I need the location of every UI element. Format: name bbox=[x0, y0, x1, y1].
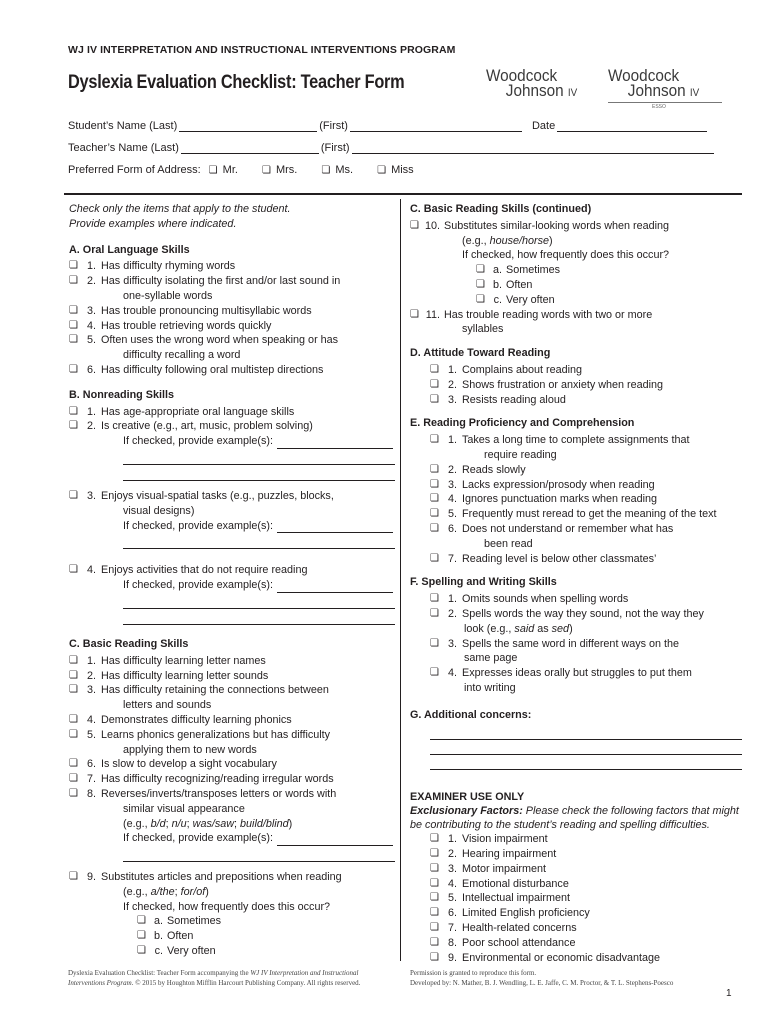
e-item-3: ❏ 3. Lacks expression/prosody when reading bbox=[430, 478, 655, 491]
woodcock-johnson-logo bbox=[486, 68, 587, 101]
section-a-title: A. Oral Language Skills bbox=[69, 243, 190, 256]
intro-line1: Check only the items that apply to the student. bbox=[69, 203, 291, 215]
checkbox[interactable]: ❏ bbox=[430, 667, 439, 679]
c10-freq-item-3: ❏ c. Very often bbox=[476, 293, 555, 306]
c-item-9: ❏ 9. Substitutes articles and prepositions when reading bbox=[69, 871, 342, 884]
section-e-title: E. Reading Proficiency and Comprehension bbox=[410, 417, 635, 430]
checkbox[interactable]: ❏ bbox=[430, 862, 439, 874]
examiner-item-4: ❏ 4. Emotional disturbance bbox=[430, 877, 569, 890]
b-item-2: ❏ 2. Is creative (e.g., art, music, problem solving) bbox=[69, 420, 313, 433]
example-field[interactable] bbox=[123, 593, 395, 609]
intro-line2: Provide examples where indicated. bbox=[69, 217, 237, 230]
a-item-5: ❏ 5. Often uses the wrong word when speaking or has bbox=[69, 334, 339, 347]
checkbox[interactable]: ❏ bbox=[430, 363, 439, 375]
examiner-instructions: Exclusionary Factors: Please check the following factors that might be contributing to the student’s reading and spelling difficulties. bbox=[410, 805, 739, 832]
section-d-title: D. Attitude Toward Reading bbox=[410, 347, 551, 360]
checkbox[interactable]: ❏ bbox=[69, 684, 78, 696]
examiner-item-5: ❏ 5. Intellectual impairment bbox=[430, 892, 571, 905]
f-item-2-examples: look (e.g., said as sed) bbox=[464, 622, 573, 635]
example-field[interactable] bbox=[277, 835, 393, 846]
logo-iv: IV bbox=[567, 87, 578, 99]
checkbox[interactable]: ❏ bbox=[476, 278, 485, 290]
c-item-1: ❏ 1. Has difficulty learning letter names bbox=[69, 654, 266, 667]
c-item-7: ❏ 7. Has difficulty recognizing/reading irregular words bbox=[69, 773, 334, 786]
concerns-field[interactable] bbox=[430, 740, 742, 755]
a-item-6: ❏ 6. Has difficulty following oral multistep directions bbox=[69, 363, 324, 376]
checkbox[interactable]: ❏ bbox=[430, 434, 439, 446]
example-row: If checked, provide example(s): bbox=[69, 578, 395, 593]
woodcock-johnson-espanol-logo bbox=[608, 68, 709, 101]
example-field[interactable] bbox=[277, 438, 393, 449]
c9-freq-item-2: ❏ b. Often bbox=[137, 930, 194, 943]
d-item-3: ❏ 3. Resists reading aloud bbox=[430, 393, 566, 406]
checkbox[interactable]: ❏ bbox=[69, 319, 78, 331]
examiner-item-8: ❏ 8. Poor school attendance bbox=[430, 936, 576, 949]
section-c-cont-title: C. Basic Reading Skills (continued) bbox=[410, 203, 592, 215]
option-miss: Miss bbox=[391, 164, 414, 176]
program-name: WJ IV INTERPRETATION AND INSTRUCTIONAL INTERVENTIONS PROGRAM bbox=[68, 44, 456, 56]
option-mrs: Mrs. bbox=[275, 164, 298, 176]
student-first-label: (First) bbox=[319, 120, 348, 132]
checkbox[interactable]: ❏ bbox=[430, 493, 439, 505]
c9-freq-item-3: ❏ c. Very often bbox=[137, 945, 216, 958]
checkbox[interactable]: ❏ bbox=[430, 478, 439, 490]
e-item-4: ❏ 4. Ignores punctuation marks when reading bbox=[430, 493, 658, 506]
logo2-iv: IV bbox=[689, 87, 700, 99]
checkbox[interactable]: ❏ bbox=[430, 637, 439, 649]
date-label: Date bbox=[531, 120, 556, 132]
checkbox[interactable]: ❏ bbox=[430, 892, 439, 904]
checkbox[interactable]: ❏ bbox=[69, 363, 78, 375]
address-label: Preferred Form of Address: bbox=[68, 164, 201, 176]
student-last-label: Student’s Name (Last) bbox=[68, 120, 178, 132]
examiner-item-1: ❏ 1. Vision impairment bbox=[430, 833, 548, 846]
checkbox[interactable]: ❏ bbox=[69, 669, 78, 681]
c-item-4: ❏ 4. Demonstrates difficulty learning phonics bbox=[69, 713, 292, 726]
checkbox[interactable]: ❏ bbox=[430, 552, 439, 564]
checkbox[interactable]: ❏ bbox=[410, 308, 419, 320]
checkbox[interactable]: ❏ bbox=[69, 564, 78, 576]
section-c-title: C. Basic Reading Skills bbox=[69, 637, 189, 650]
checkbox[interactable]: ❏ bbox=[69, 713, 78, 725]
student-first-field[interactable] bbox=[350, 121, 522, 132]
checkbox[interactable]: ❏ bbox=[69, 334, 78, 346]
a-item-3: ❏ 3. Has trouble pronouncing multisyllabic words bbox=[69, 304, 312, 317]
teacher-first-label: (First) bbox=[320, 142, 350, 154]
option-mr: Mr. bbox=[222, 164, 238, 176]
student-last-field[interactable] bbox=[179, 121, 317, 132]
e-item-6: ❏ 6. Does not understand or remember what has bbox=[430, 522, 674, 535]
example-row: If checked, provide example(s): bbox=[69, 831, 395, 846]
a-item-2: ❏ 2. Has difficulty isolating the first and/or last sound in bbox=[69, 275, 341, 288]
example-field[interactable] bbox=[123, 465, 395, 481]
date-field[interactable] bbox=[557, 121, 707, 132]
teacher-last-field[interactable] bbox=[181, 143, 319, 154]
checkbox[interactable]: ❏ bbox=[430, 607, 439, 619]
f-item-4: ❏ 4. Expresses ideas orally but struggles to put them bbox=[430, 667, 692, 680]
e-item-7: ❏ 7. Reading level is below other classmates’ bbox=[430, 552, 657, 565]
section-f-title: F. Spelling and Writing Skills bbox=[410, 576, 557, 589]
example-row: If checked, provide example(s): bbox=[69, 434, 395, 449]
logo-divider bbox=[608, 102, 722, 103]
teacher-first-field[interactable] bbox=[352, 143, 714, 154]
logo2-line1: Woodcock bbox=[608, 66, 680, 85]
checkbox[interactable]: ❏ bbox=[69, 728, 78, 740]
c-item-10-examples: (e.g., house/horse) bbox=[462, 234, 553, 247]
checkbox[interactable]: ❏ bbox=[430, 848, 439, 860]
c-item-8-examples: (e.g., b/d; n/u; was/saw; build/blind) bbox=[123, 817, 293, 830]
logo-line2: Johnson bbox=[505, 81, 564, 100]
a-item-1: ❏ 1. Has difficulty rhyming words bbox=[69, 260, 236, 273]
checkbox-ms[interactable]: ❏ bbox=[321, 165, 331, 176]
c-item-3: ❏ 3. Has difficulty retaining the connections between bbox=[69, 684, 329, 697]
header-divider bbox=[64, 193, 742, 195]
frequency-prompt: If checked, how frequently does this occur? bbox=[462, 249, 670, 262]
example-field[interactable] bbox=[277, 582, 393, 593]
examiner-item-6: ❏ 6. Limited English proficiency bbox=[430, 907, 590, 920]
c-item-5: ❏ 5. Learns phonics generalizations but has difficulty bbox=[69, 728, 331, 741]
e-item-1: ❏ 1. Takes a long time to complete assignments that bbox=[430, 434, 690, 447]
c-item-11: ❏ 11. Has trouble reading words with two or more bbox=[410, 308, 653, 321]
b-item-3: ❏ 3. Enjoys visual-spatial tasks (e.g., puzzles, blocks, bbox=[69, 489, 334, 502]
checkbox[interactable]: ❏ bbox=[69, 420, 78, 432]
footer-right: Permission is granted to reproduce this form. Developed by: N. Mather, B. J. Wendling, L. E. Jaffe, C. M. Proctor, & T. L. Stephens-Poesco bbox=[410, 969, 674, 987]
checkbox[interactable]: ❏ bbox=[410, 219, 419, 231]
logo2-line2: Johnson bbox=[627, 81, 686, 100]
e-item-5: ❏ 5. Frequently must reread to get the meaning of the text bbox=[430, 508, 717, 521]
examiner-item-7: ❏ 7. Health-related concerns bbox=[430, 922, 577, 935]
c-item-9-examples: (e.g., a/the; for/of) bbox=[123, 885, 209, 898]
logo-tag: ESSO bbox=[652, 104, 666, 110]
section-g-title: G. Additional concerns: bbox=[410, 708, 532, 721]
checkbox[interactable]: ❏ bbox=[476, 264, 485, 276]
page-title: Dyslexia Evaluation Checklist: Teacher Form bbox=[68, 72, 405, 93]
f-item-2: ❏ 2. Spells words the way they sound, not the way they bbox=[430, 607, 704, 620]
checkbox[interactable]: ❏ bbox=[430, 907, 439, 919]
checkbox-mr[interactable]: ❏ bbox=[208, 165, 218, 176]
page-number: 1 bbox=[726, 988, 732, 999]
checkbox[interactable]: ❏ bbox=[430, 936, 439, 948]
checkbox[interactable]: ❏ bbox=[69, 275, 78, 287]
checkbox[interactable]: ❏ bbox=[69, 405, 78, 417]
logo-line1: Woodcock bbox=[486, 66, 558, 85]
checkbox[interactable]: ❏ bbox=[430, 508, 439, 520]
checkbox[interactable]: ❏ bbox=[430, 393, 439, 405]
f-item-1: ❏ 1. Omits sounds when spelling words bbox=[430, 593, 629, 606]
checkbox[interactable]: ❏ bbox=[430, 593, 439, 605]
a-item-4: ❏ 4. Has trouble retrieving words quickly bbox=[69, 319, 272, 332]
c-item-8: ❏ 8. Reverses/inverts/transposes letters or words with bbox=[69, 787, 337, 800]
checkbox[interactable]: ❏ bbox=[430, 463, 439, 475]
checkbox[interactable]: ❏ bbox=[69, 758, 78, 770]
checkbox[interactable]: ❏ bbox=[137, 945, 146, 957]
teacher-last-label: Teacher’s Name (Last) bbox=[68, 142, 179, 154]
examiner-item-9: ❏ 9. Environmental or economic disadvantage bbox=[430, 951, 661, 964]
example-row: If checked, provide example(s): bbox=[69, 519, 395, 534]
d-item-2: ❏ 2. Shows frustration or anxiety when reading bbox=[430, 378, 664, 391]
checkbox-miss[interactable]: ❏ bbox=[377, 165, 387, 176]
option-ms: Ms. bbox=[335, 164, 354, 176]
checkbox[interactable]: ❏ bbox=[69, 654, 78, 666]
b-item-1: ❏ 1. Has age-appropriate oral language skills bbox=[69, 405, 295, 418]
f-item-3: ❏ 3. Spells the same word in different ways on the bbox=[430, 637, 680, 650]
d-item-1: ❏ 1. Complains about reading bbox=[430, 363, 583, 376]
c-item-2: ❏ 2. Has difficulty learning letter sounds bbox=[69, 669, 269, 682]
c10-freq-item-1: ❏ a. Sometimes bbox=[476, 264, 561, 277]
example-field[interactable] bbox=[277, 522, 393, 533]
checkbox[interactable]: ❏ bbox=[430, 378, 439, 390]
address-row bbox=[68, 164, 414, 176]
example-field[interactable] bbox=[123, 846, 395, 862]
column-divider bbox=[400, 199, 401, 961]
example-field[interactable] bbox=[123, 449, 395, 465]
checkbox[interactable]: ❏ bbox=[430, 922, 439, 934]
student-name-row bbox=[68, 120, 709, 132]
checkbox[interactable]: ❏ bbox=[69, 787, 78, 799]
frequency-prompt: If checked, how frequently does this occur? bbox=[123, 900, 331, 913]
footer-left: Dyslexia Evaluation Checklist: Teacher Form accompanying the WJ IV Interpretation and Instructional Interventions Program. © 2015 by Houghton Mifflin Harcourt Publishing Company. All rights reserved. bbox=[68, 969, 361, 987]
c-item-6: ❏ 6. Is slow to develop a sight vocabulary bbox=[69, 758, 277, 771]
example-field[interactable] bbox=[123, 533, 395, 549]
checkbox[interactable]: ❏ bbox=[69, 260, 78, 272]
checkbox[interactable]: ❏ bbox=[69, 304, 78, 316]
teacher-name-row bbox=[68, 142, 716, 154]
b-item-4: ❏ 4. Enjoys activities that do not require reading bbox=[69, 564, 308, 577]
c9-freq-item-1: ❏ a. Sometimes bbox=[137, 915, 222, 928]
c10-freq-item-2: ❏ b. Often bbox=[476, 278, 533, 291]
checkbox[interactable]: ❏ bbox=[430, 833, 439, 845]
checkbox-mrs[interactable]: ❏ bbox=[261, 165, 271, 176]
checkbox[interactable]: ❏ bbox=[69, 489, 78, 501]
section-b-title: B. Nonreading Skills bbox=[69, 388, 174, 401]
checkbox[interactable]: ❏ bbox=[137, 930, 146, 942]
concerns-field[interactable] bbox=[430, 755, 742, 770]
checkbox[interactable]: ❏ bbox=[430, 951, 439, 963]
e-item-2: ❏ 2. Reads slowly bbox=[430, 463, 526, 476]
checkbox[interactable]: ❏ bbox=[476, 293, 485, 305]
left-column: Check only the items that apply to the student. Provide examples where indicated. A. Oral Language Skills ❏ 1. Has difficulty rhyming words ❏ 2. Has difficulty isolating the first and/or last sound in one-syllable words ❏ 3. Has trouble pronouncing multisyllabic words ❏ 4. Has trouble retrieving words quickly ❏ 5. Often uses the wrong word when speaking or has difficulty recalling a word ❏ 6. Has difficulty following oral multistep directions B. Nonreading Skills ❏ 1. Has age-appropriate oral language skills ❏ 2. Is creative (e.g., art, music, problem solving) If checked, provide example(s): ❏ 3. Enjoys visual-spatial tasks (e.g., puzzles, blocks, visual designs) If checked, provide example(s): ❏ 4. Enjoys activities that do not require reading If checked, provide example(s): C. Basic Reading Skills ❏ 1. Has difficulty learning letter names ❏ 2. Has difficulty learning letter sounds ❏ 3. Has difficulty retaining the connections between letters and sounds ❏ 4. Demonstrates difficulty learning phonics ❏ 5. Learns phonics generalizations but has difficulty applying them to new words ❏ 6. Is slow to develop a sight vocabulary ❏ 7. Has difficulty recognizing/reading irregular words ❏ 8. Reverses/inverts/transposes letters or words with similar visual appearance (e.g., b/d; n/u; was/saw; build/blind) If checked, provide example(s): ❏ 9. Substitutes articles and prepositions when reading (e.g., a/the; for/of) If checked, how frequently does this occur? ❏ a. Sometimes ❏ b. Often ❏ c. Very often bbox=[69, 202, 395, 959]
examiner-item-3: ❏ 3. Motor impairment bbox=[430, 862, 546, 875]
right-column: C. Basic Reading Skills (continued) ❏ 10. Substitutes similar-looking words when reading (e.g., house/horse) If checked, how frequently does this occur? ❏ a. Sometimes ❏ b. Often ❏ c. Very often ❏ 11. Has trouble reading words with two or more syllables D. Attitude Toward Reading ❏ 1. Complains about reading ❏ 2. Shows frustration or anxiety when reading ❏ 3. Resists reading aloud E. Reading Proficiency and Comprehension ❏ 1. Takes a long time to complete assignments that require reading ❏ 2. Reads slowly ❏ 3. Lacks expression/prosody when reading ❏ 4. Ignores punctuation marks when reading ❏ 5. Frequently must reread to get the meaning of the text ❏ 6. Does not understand or remember what has been read ❏ 7. Reading level is below other classmates’ F. Spelling and Writing Skills ❏ 1. Omits sounds when spelling words ❏ 2. Spells words the way they sound, not the way they look (e.g., said as sed) ❏ 3. Spells the same word in different ways on the same page ❏ 4. Expresses ideas orally but struggles to put them into writing G. Additional concerns: EXAMINER USE ONLY Exclusionary Factors: Please check the following factors that might be contributing to the student’s reading and spelling difficulties. ❏ 1. Vision impairment ❏ 2. Hearing impairment ❏ 3. Motor impairment ❏ 4. Emotional disturbance ❏ 5. Intellectual impairment ❏ 6. Limited English proficiency ❏ 7. Health-related concerns ❏ 8. Poor school attendance ❏ 9. Environmental or economic disadvantage bbox=[410, 202, 742, 965]
examiner-title: EXAMINER USE ONLY bbox=[410, 790, 525, 803]
concerns-field[interactable] bbox=[430, 725, 742, 740]
checkbox[interactable]: ❏ bbox=[69, 871, 78, 883]
c-item-10: ❏ 10. Substitutes similar-looking words when reading bbox=[410, 219, 670, 232]
checkbox[interactable]: ❏ bbox=[430, 877, 439, 889]
checkbox[interactable]: ❏ bbox=[430, 522, 439, 534]
checkbox[interactable]: ❏ bbox=[137, 915, 146, 927]
checkbox[interactable]: ❏ bbox=[69, 773, 78, 785]
example-field[interactable] bbox=[123, 609, 395, 625]
examiner-item-2: ❏ 2. Hearing impairment bbox=[430, 848, 557, 861]
